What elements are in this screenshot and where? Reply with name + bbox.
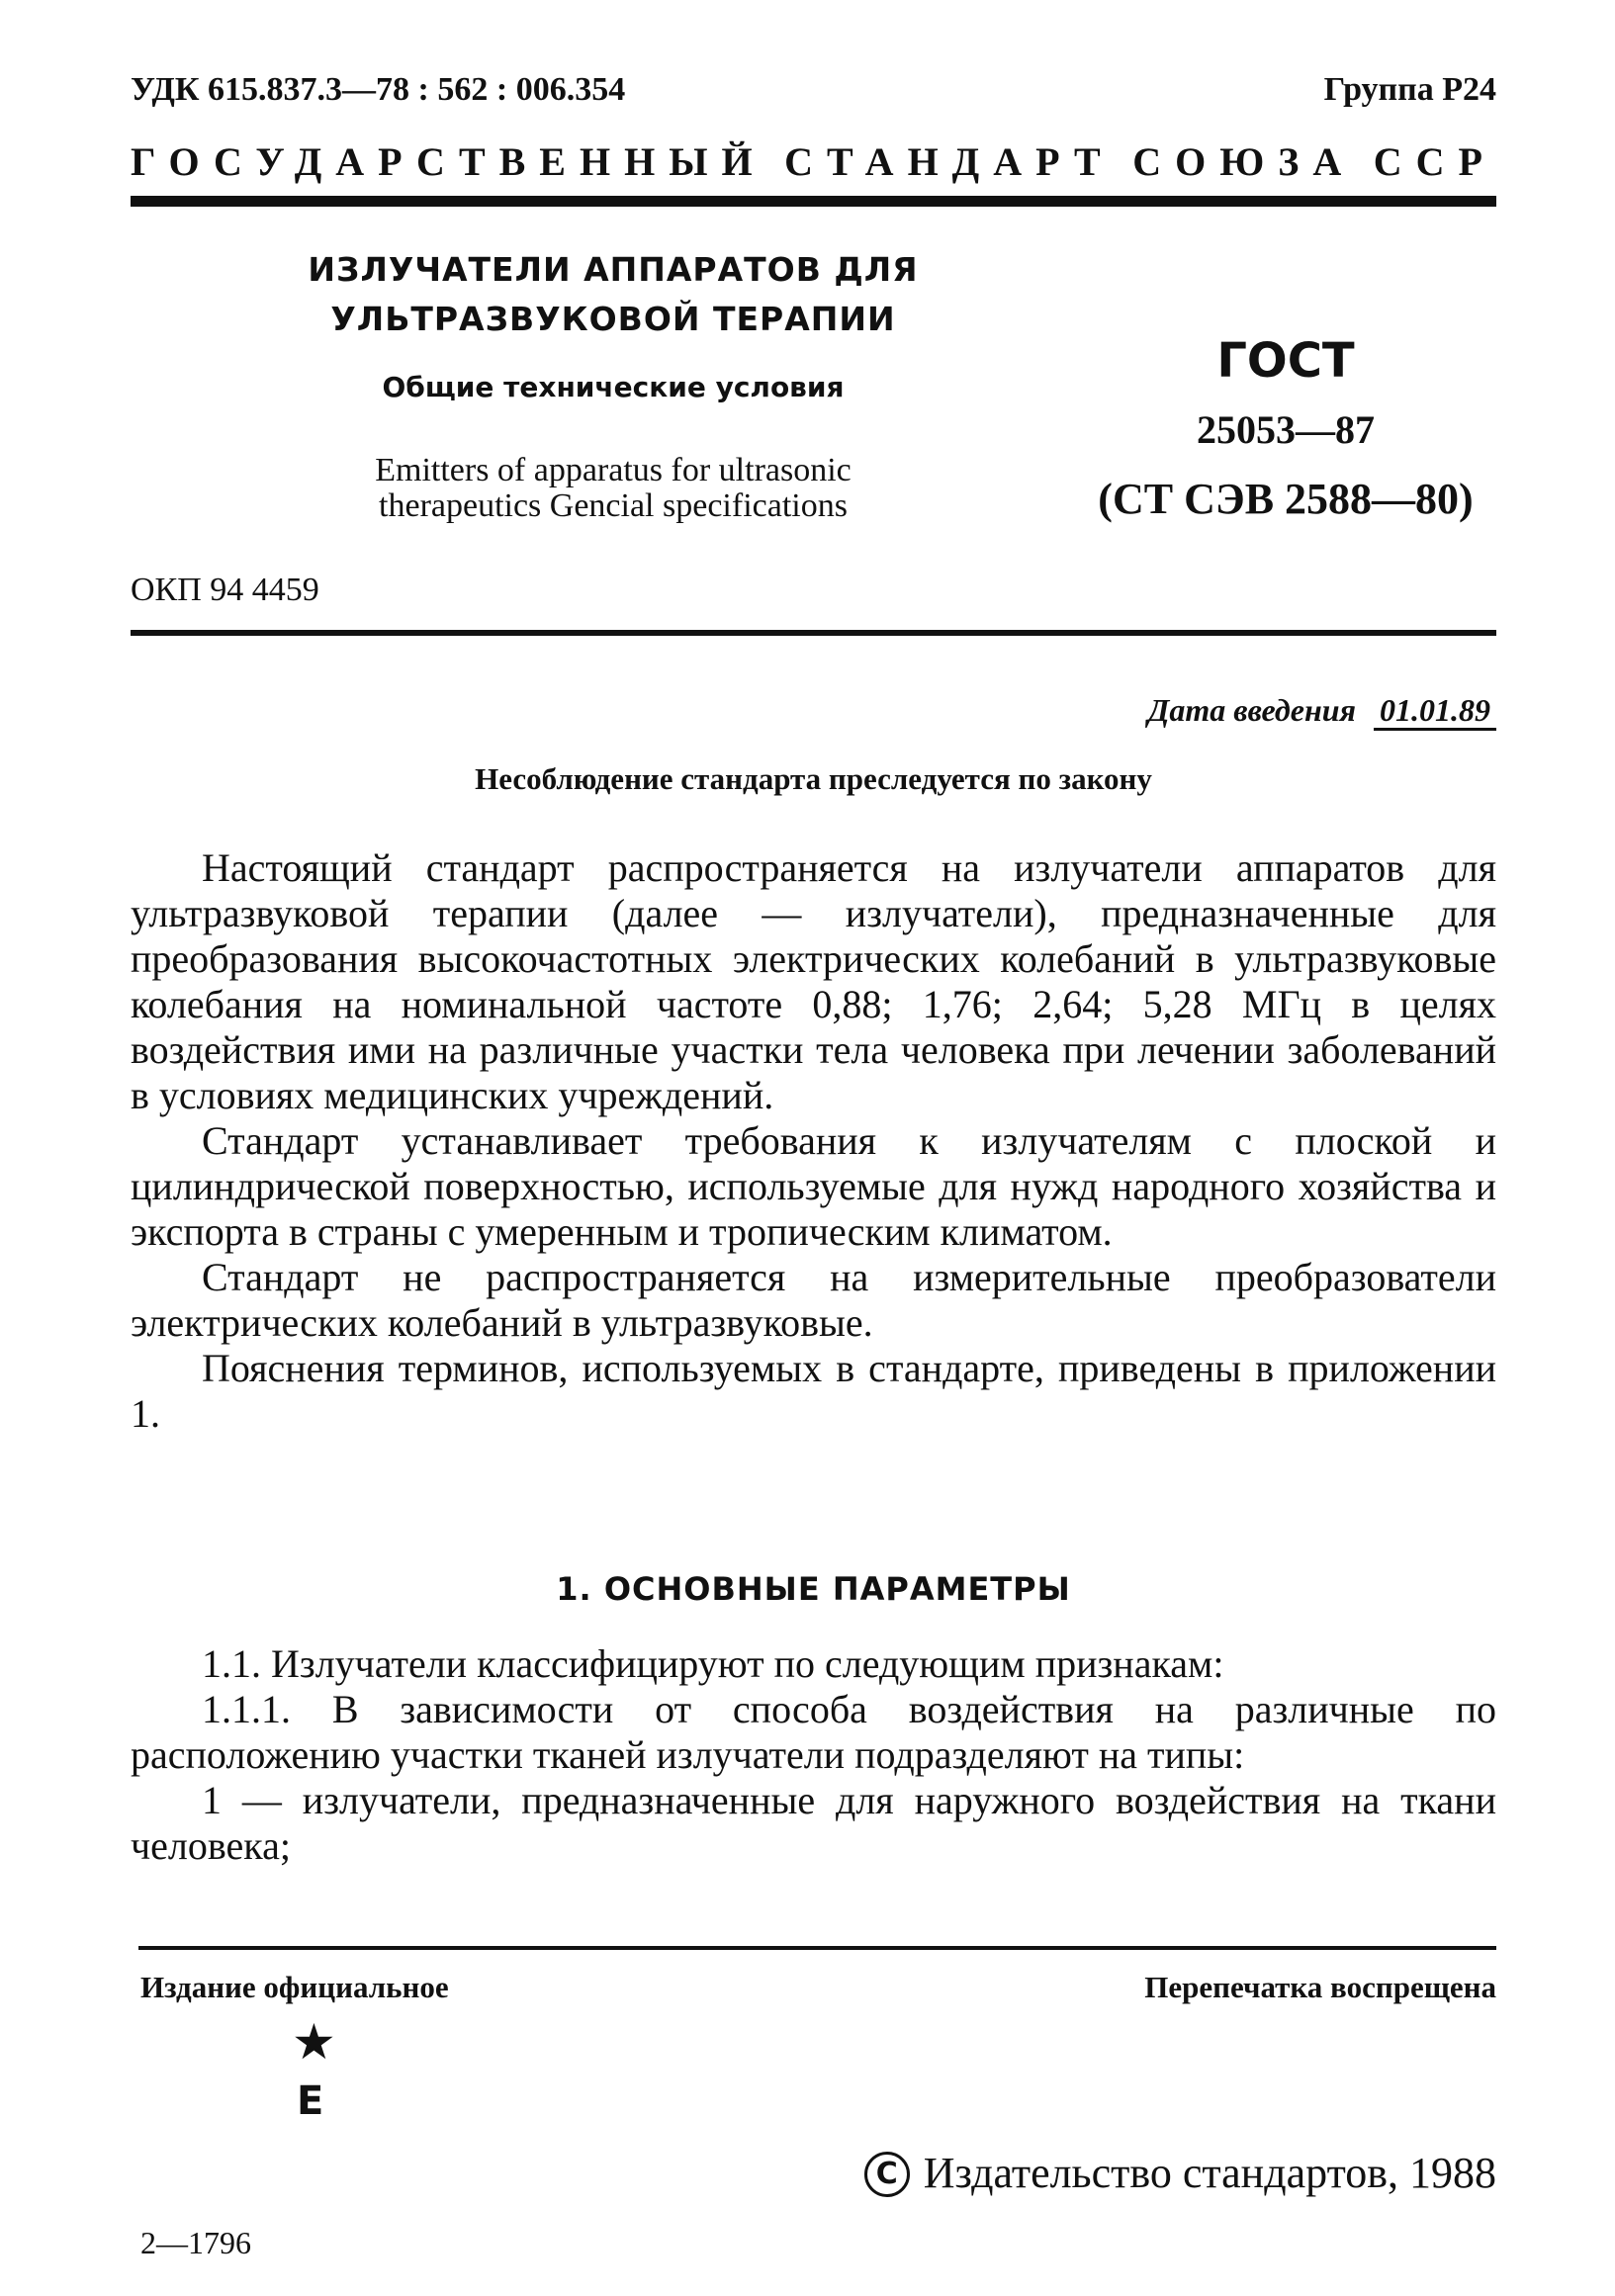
title-line-2: УЛЬТРАЗВУКОВОЙ ТЕРАПИИ xyxy=(330,300,896,338)
intro-paragraph: Пояснения терминов, используемых в стандарте, приведены в приложении 1. xyxy=(131,1346,1496,1436)
section-title: 1. ОСНОВНЫЕ ПАРАМЕТРЫ xyxy=(556,1570,1071,1608)
state-word-1: ГОСУДАРСТВЕННЫЙ xyxy=(131,139,766,184)
group-code: Группа Р24 xyxy=(1323,71,1496,108)
header-rule xyxy=(131,196,1496,207)
copyright-line xyxy=(864,2148,1496,2198)
print-signature: 2—1796 xyxy=(140,2225,251,2260)
english-title xyxy=(247,453,979,524)
e-mark: Е xyxy=(297,2078,324,2124)
section-paragraph: 1.1. Излучатели классифицируют по следующим признакам: xyxy=(202,1641,1224,1686)
intro-paragraph: Стандарт устанавливает требования к излучателям с плоской и цилиндрической поверхностью, используемые для нужд народного хозяйства и экспорта в страны с умеренным и тропическим климатом. xyxy=(131,1118,1496,1254)
state-standard-heading xyxy=(131,138,1496,185)
section-rule xyxy=(131,630,1496,636)
copyright-icon: С xyxy=(864,2152,910,2197)
section-paragraph: 1.1.1. В зависимости от способа воздействия на различные по расположению участки тканей излучатели подразделяют на типы: xyxy=(131,1687,1496,1777)
star-icon: ★ xyxy=(292,2014,336,2070)
english-title-line-1: Emitters of apparatus for ultrasonic xyxy=(375,452,852,488)
footer-rule xyxy=(138,1946,1496,1950)
section-paragraph: 1 — излучатели, предназначенные для наружного воздействия на ткани человека; xyxy=(131,1778,1496,1868)
official-edition: Издание официальное xyxy=(140,1970,449,2004)
intro-paragraph: Настоящий стандарт распространяется на излучатели аппаратов для ультразвуковой терапии (далее — излучатели), предназначенные для преобразования высокочастотных электрических колебаний в ультразвуковые колебания на номинальной частоте 0,88; 1,76; 2,64; 5,28 МГц в целях воздействия ими на различные участки тела человека при лечении заболеваний в условиях медицинских учреждений. xyxy=(131,845,1496,1117)
gost-number: 25053—87 xyxy=(1197,407,1375,452)
state-word-3: СОЮЗА xyxy=(1132,139,1356,184)
state-word-4: ССР xyxy=(1373,139,1496,184)
cmea-number: (СТ СЭВ 2588—80) xyxy=(1098,475,1474,523)
gost-block xyxy=(1048,326,1523,534)
date-value: 01.01.89 xyxy=(1374,692,1496,731)
section-text xyxy=(131,1641,1496,1869)
title-line-1: ИЗЛУЧАТЕЛИ АППАРАТОВ ДЛЯ xyxy=(308,250,919,289)
copyright-text: Издательство стандартов, 1988 xyxy=(923,2149,1496,2197)
date-label: Дата введения xyxy=(1147,692,1356,728)
legal-notice: Несоблюдение стандарта преследуется по закону xyxy=(475,761,1152,796)
reprint-prohibited: Перепечатка воспрещена xyxy=(1144,1970,1496,2004)
okp-code: ОКП 94 4459 xyxy=(131,572,319,608)
intro-paragraph: Стандарт не распространяется на измерительные преобразователи электрических колебаний в ультразвуковые. xyxy=(131,1255,1496,1345)
udk-code: УДК 615.837.3—78 : 562 : 006.354 xyxy=(131,71,626,108)
document-subtitle: Общие технические условия xyxy=(382,371,845,403)
english-title-line-2: therapeutics Gencial specifications xyxy=(379,487,848,524)
document-title xyxy=(297,245,930,344)
intro-text xyxy=(131,845,1496,1437)
state-word-2: СТАНДАРТ xyxy=(784,139,1115,184)
introduction-date xyxy=(1148,692,1496,729)
gost-label: ГОСТ xyxy=(1216,333,1355,389)
